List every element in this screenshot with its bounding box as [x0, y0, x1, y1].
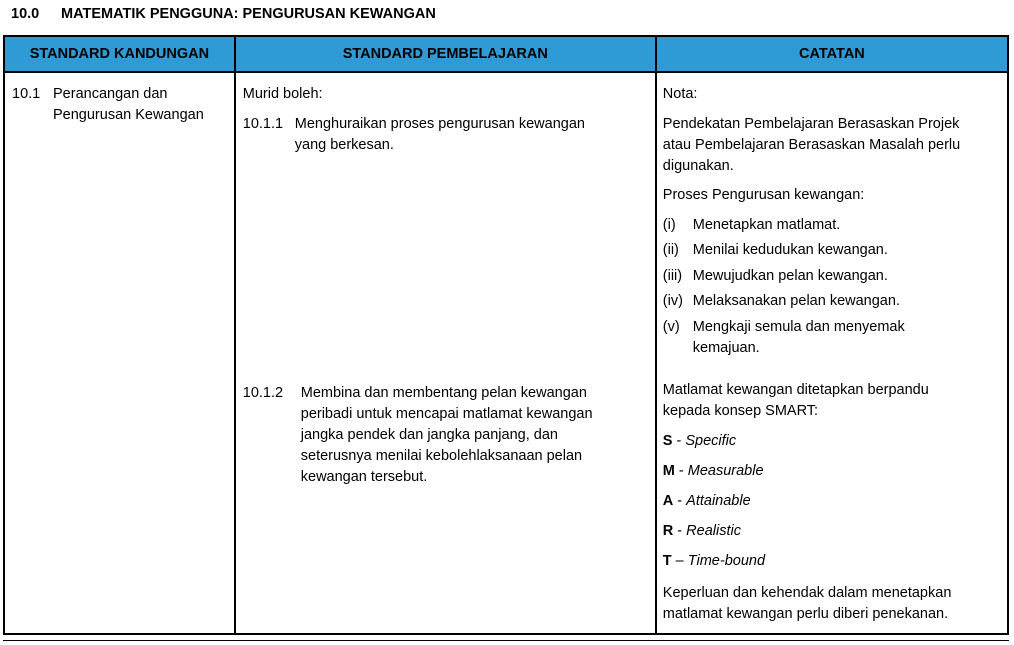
pembelajaran-item-text — [295, 114, 635, 156]
list-item: Melaksanakan pelan kewangan. — [692, 293, 900, 309]
kandungan-title-line: Pengurusan Kewangan — [53, 107, 204, 123]
smart-item — [663, 461, 764, 482]
section-title — [11, 6, 436, 22]
list-item: Menilai kedudukan kewangan. — [692, 242, 888, 258]
text-line: Pendekatan Pembelajaran Berasaskan Projek — [662, 116, 960, 132]
text-line: yang berkesan. — [294, 137, 394, 153]
smart-letter: M — [662, 463, 675, 479]
smart-item — [663, 521, 741, 542]
standards-table — [3, 35, 1009, 635]
bottom-rule — [3, 640, 1009, 641]
smart-word: Realistic — [686, 523, 741, 539]
smart-separator: – — [671, 553, 688, 569]
list-item — [693, 317, 993, 359]
smart-separator: - — [673, 493, 687, 509]
table-header-row — [4, 36, 1008, 72]
smart-letter: A — [662, 493, 674, 509]
text-line: Menghuraikan proses pengurusan kewangan — [294, 116, 585, 132]
smart-letter: R — [662, 523, 674, 539]
smart-separator: - — [672, 433, 686, 449]
list-item: Mewujudkan pelan kewangan. — [692, 268, 888, 284]
header-standard-pembelajaran: STANDARD PEMBELAJARAN — [235, 36, 656, 72]
smart-word: Time-bound — [687, 553, 766, 569]
text-line: Keperluan dan kehendak dalam menetapkan — [662, 585, 952, 601]
text-line: kemajuan. — [692, 340, 760, 356]
text-line: jangka pendek dan jangka panjang, dan — [300, 427, 558, 443]
kandungan-title — [53, 84, 204, 126]
smart-letter: S — [662, 433, 673, 449]
catatan-nota: Nota: — [662, 86, 698, 102]
pembelajaran-cell — [235, 72, 656, 634]
section-heading: MATEMATIK PENGGUNA: PENGURUSAN KEWANGAN — [61, 6, 436, 22]
smart-word: Measurable — [687, 463, 764, 479]
catatan-smart-intro — [663, 380, 999, 422]
text-line: kepada konsep SMART: — [662, 403, 819, 419]
text-line: Mengkaji semula dan menyemak — [692, 319, 905, 335]
list-item-number: (iii) — [662, 268, 683, 284]
pembelajaran-item-text — [301, 383, 641, 488]
smart-separator: - — [673, 523, 687, 539]
text-line: seterusnya menilai kebolehlaksanaan pelan — [300, 448, 583, 464]
table-row — [4, 72, 1008, 634]
text-line: Matlamat kewangan ditetapkan berpandu — [662, 382, 929, 398]
list-item-number: (ii) — [662, 242, 679, 258]
section-number: 10.0 — [11, 6, 40, 22]
kandungan-number: 10.1 — [12, 86, 41, 102]
header-standard-kandungan: STANDARD KANDUNGAN — [4, 36, 235, 72]
text-line: peribadi untuk mencapai matlamat kewangan — [300, 406, 593, 422]
smart-separator: - — [674, 463, 688, 479]
pembelajaran-item-number: 10.1.1 — [242, 116, 284, 132]
header-catatan: CATATAN — [656, 36, 1008, 72]
kandungan-cell — [4, 72, 235, 634]
catatan-paragraph — [663, 583, 999, 625]
kandungan-title-line: Perancangan dan — [53, 86, 168, 102]
text-line: Membina dan membentang pelan kewangan — [300, 385, 587, 401]
smart-item — [663, 431, 736, 452]
smart-item — [663, 551, 765, 572]
pembelajaran-item-number: 10.1.2 — [242, 385, 284, 401]
text-line: matlamat kewangan perlu diberi penekanan. — [662, 606, 949, 622]
smart-item — [663, 491, 751, 512]
list-item: Menetapkan matlamat. — [692, 217, 841, 233]
list-item-number: (iv) — [662, 293, 683, 309]
catatan-cell — [656, 72, 1008, 634]
smart-word: Specific — [685, 433, 737, 449]
catatan-paragraph — [663, 114, 999, 177]
list-item-number: (v) — [662, 319, 680, 335]
pembelajaran-lead: Murid boleh: — [242, 86, 323, 102]
catatan-process-heading: Proses Pengurusan kewangan: — [662, 187, 865, 203]
smart-word: Attainable — [686, 493, 751, 509]
text-line: kewangan tersebut. — [300, 469, 428, 485]
text-line: digunakan. — [662, 158, 734, 174]
list-item-number: (i) — [662, 217, 676, 233]
text-line: atau Pembelajaran Berasaskan Masalah perlu — [662, 137, 961, 153]
smart-letter: T — [662, 553, 672, 569]
